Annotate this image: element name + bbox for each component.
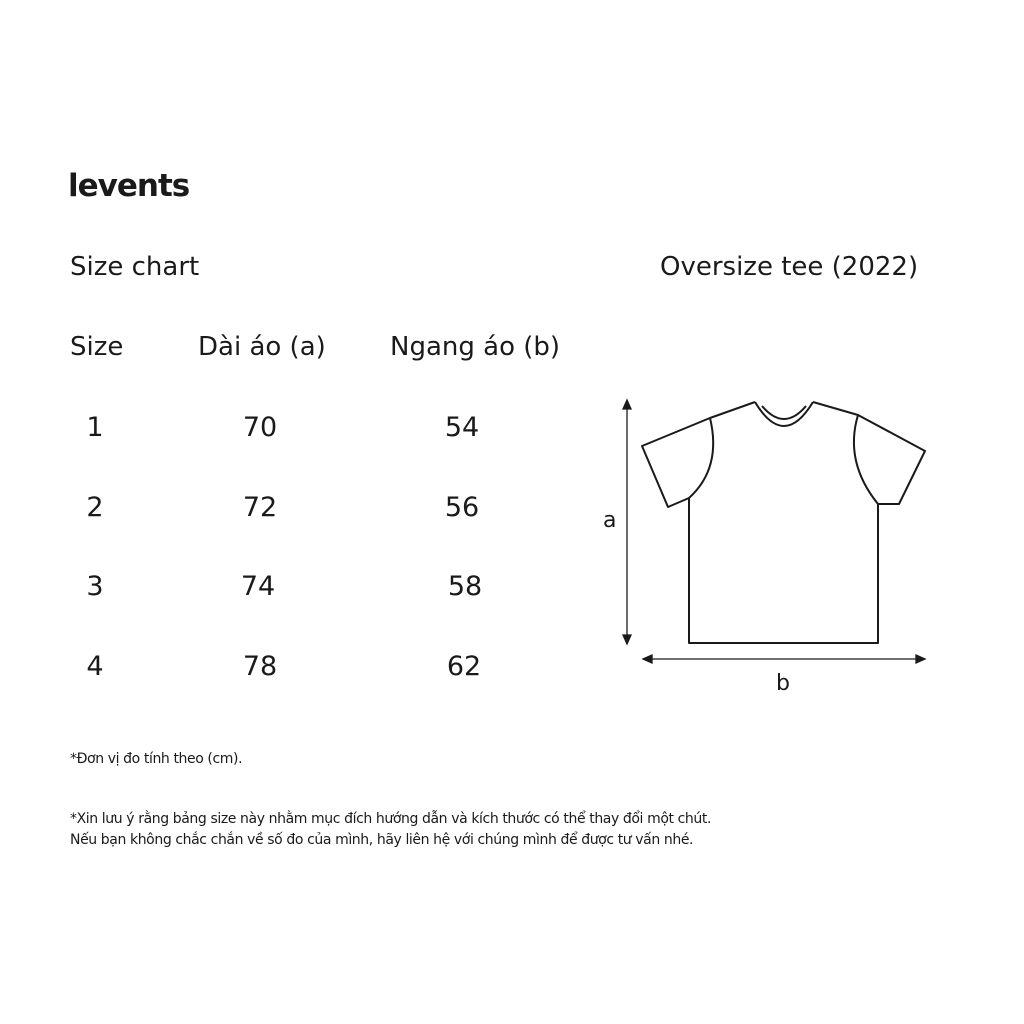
header-size: Size: [70, 332, 124, 362]
tshirt-diagram: [590, 390, 940, 700]
collar-inner: [762, 406, 806, 419]
cell-length: 74: [240, 571, 276, 602]
cell-width: 58: [447, 571, 483, 602]
header-length: Dài áo (a): [198, 332, 326, 362]
cell-width: 54: [444, 412, 480, 443]
cell-length: 78: [242, 651, 278, 682]
header-width: Ngang áo (b): [390, 332, 561, 362]
sleeve-seam-right: [854, 415, 878, 504]
label-b: b: [776, 671, 790, 696]
disclaimer-line-2: Nếu bạn không chắc chắn về số đo của mình, hãy liên hệ với chúng mình để được tư vấn nhé.: [70, 832, 694, 848]
product-name: Oversize tee (2022): [660, 252, 919, 282]
tshirt-outline: [642, 402, 925, 643]
cell-size: 4: [86, 651, 104, 682]
brand-logo: levents: [68, 168, 190, 204]
cell-width: 56: [444, 492, 480, 523]
measure-line-a: [623, 400, 631, 644]
cell-length: 70: [242, 412, 278, 443]
cell-length: 72: [242, 492, 278, 523]
disclaimer-line-1: *Xin lưu ý rằng bảng size này nhằm mục đích hướng dẫn và kích thước có thể thay đổi một chút.: [70, 811, 712, 827]
cell-width: 62: [446, 651, 482, 682]
cell-size: 3: [86, 571, 104, 602]
unit-note: *Đơn vị đo tính theo (cm).: [70, 751, 243, 767]
label-a: a: [603, 508, 617, 533]
cell-size: 2: [86, 492, 104, 523]
cell-size: 1: [86, 412, 104, 443]
collar-outer: [755, 402, 813, 426]
measure-line-b: [643, 655, 925, 663]
chart-title: Size chart: [70, 252, 200, 282]
sleeve-seam-left: [689, 418, 713, 498]
